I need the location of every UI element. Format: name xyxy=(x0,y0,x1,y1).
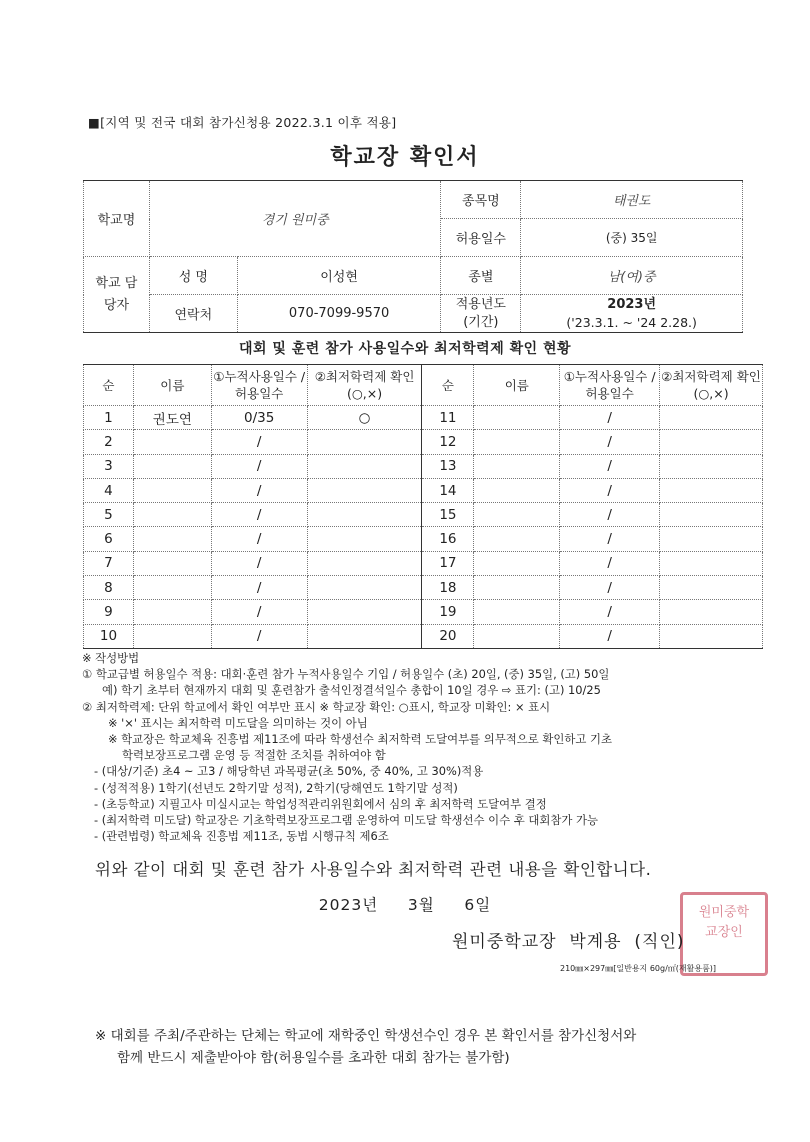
row-check xyxy=(660,576,763,600)
footer-line: ※ 대회를 주최/주관하는 단체는 학교에 재학중인 학생선수인 경우 본 확인서를 참가신청서와 xyxy=(95,1028,637,1044)
seal-text: 원미중학교장인 xyxy=(698,905,750,940)
col-days: ①누적사용일수 /허용일수 xyxy=(211,365,307,406)
row-days: / xyxy=(211,551,307,575)
row-days: / xyxy=(560,624,660,648)
note-line: ※ 학교장은 학교체육 진흥법 제11조에 따라 학생선수 최저학력 도달여부를 의무적으로 확인하고 기초 xyxy=(108,732,613,747)
row-days: / xyxy=(211,454,307,478)
note-line: - (성적적용) 1학기(선년도 2학기말 성적), 2학기(당해연도 1학기말 성적) xyxy=(94,780,458,795)
sport-label: 종목명 xyxy=(441,181,521,219)
notes xyxy=(82,650,772,844)
row-days: / xyxy=(211,576,307,600)
note-line: ※ '×' 표시는 최저학력 미도달을 의미하는 것이 아님 xyxy=(108,715,368,730)
table-row xyxy=(84,406,763,430)
row-check: ○ xyxy=(307,406,422,430)
row-check xyxy=(660,430,763,454)
row-days: / xyxy=(560,478,660,502)
note-line: 예) 학기 초부터 현재까지 대회 및 훈련참가 출석인정결석일수 총합이 10일 경우 ⇨ 표기: (고) 10/25 xyxy=(102,683,601,698)
note-line: ① 학교급별 허용일수 적용: 대회·훈련 참가 누적사용일수 기입 / 허용일수 (초) 20일, (중) 35일, (고) 50일 xyxy=(82,667,610,682)
allowed-days-label: 허용일수 xyxy=(441,219,521,257)
row-name xyxy=(474,600,560,624)
row-check xyxy=(660,624,763,648)
note-line: - (최저학력 미도달) 학교장은 기초학력보장프로그램 운영하여 미도달 학생선수 이수 후 대회참가 가능 xyxy=(94,813,598,828)
col-name: 이름 xyxy=(133,365,211,406)
row-name xyxy=(474,576,560,600)
row-name xyxy=(474,478,560,502)
row-check xyxy=(307,478,422,502)
row-check xyxy=(660,527,763,551)
row-check xyxy=(660,478,763,502)
row-days: / xyxy=(211,600,307,624)
row-name xyxy=(133,600,211,624)
row-check xyxy=(307,527,422,551)
row-days: / xyxy=(560,430,660,454)
contact-label: 연락처 xyxy=(149,295,237,333)
sport-value: 태권도 xyxy=(521,181,743,219)
section-title: 대회 및 훈련 참가 사용일수와 최저학력제 확인 현황 xyxy=(238,341,572,357)
row-no: 20 xyxy=(422,624,474,648)
gender-value: 남(여)중 xyxy=(521,257,743,295)
note-line: - (초등학교) 지필고사 미실시교는 학업성적관리위원회에서 심의 후 최저학력 도달여부 결정 xyxy=(94,796,547,811)
row-days: / xyxy=(211,430,307,454)
gender-label: 종별 xyxy=(441,257,521,295)
table-row xyxy=(84,600,763,624)
row-days: 0/35 xyxy=(211,406,307,430)
row-days: / xyxy=(560,551,660,575)
year-cell xyxy=(521,295,743,333)
row-name xyxy=(133,624,211,648)
row-check xyxy=(307,600,422,624)
table-row xyxy=(84,576,763,600)
row-days: / xyxy=(560,406,660,430)
table-row xyxy=(84,478,763,502)
row-name xyxy=(133,478,211,502)
note-line: ※ 작성방법 xyxy=(82,651,140,665)
row-no: 7 xyxy=(84,551,134,575)
row-name xyxy=(474,430,560,454)
footer-note xyxy=(95,1025,636,1069)
row-check xyxy=(307,430,422,454)
col-no: 순 xyxy=(422,365,474,406)
row-check xyxy=(307,454,422,478)
date-day: 6일 xyxy=(464,896,492,914)
row-check xyxy=(660,551,763,575)
date-year: 2023년 xyxy=(318,896,379,914)
row-name xyxy=(133,527,211,551)
school-label: 학교명 xyxy=(84,181,150,257)
usage-table xyxy=(83,364,763,649)
row-days: / xyxy=(560,600,660,624)
table-row xyxy=(84,527,763,551)
note-line: - (대상/기준) 초4 ~ 고3 / 해당학년 과목평균(초 50%, 중 40%, 고 30%)적용 xyxy=(94,764,484,779)
date-month: 3월 xyxy=(407,896,435,914)
row-name xyxy=(474,527,560,551)
school-value: 경기 원미중 xyxy=(149,181,441,257)
row-name xyxy=(474,406,560,430)
row-name xyxy=(474,624,560,648)
col-check: ②최저학력제 확인(○,×) xyxy=(660,365,763,406)
col-name: 이름 xyxy=(474,365,560,406)
row-days: / xyxy=(211,478,307,502)
row-days: / xyxy=(560,454,660,478)
year-label: 적용년도 (기간) xyxy=(441,295,521,333)
row-name xyxy=(133,454,211,478)
row-days: / xyxy=(211,503,307,527)
row-days: / xyxy=(560,503,660,527)
row-check xyxy=(307,503,422,527)
table-row xyxy=(84,624,763,648)
row-no: 15 xyxy=(422,503,474,527)
row-check xyxy=(307,551,422,575)
row-no: 17 xyxy=(422,551,474,575)
confirm-text: 위와 같이 대회 및 훈련 참가 사용일수와 최저학력 관련 내용을 확인합니다. xyxy=(95,860,652,879)
row-no: 8 xyxy=(84,576,134,600)
page-title: 학교장 확인서 xyxy=(330,145,480,170)
row-name xyxy=(133,503,211,527)
row-days: / xyxy=(560,576,660,600)
row-no: 19 xyxy=(422,600,474,624)
row-name xyxy=(474,454,560,478)
row-check xyxy=(307,576,422,600)
row-name: 권도연 xyxy=(133,406,211,430)
paper-spec: 210㎜×297㎜[일반용지 60g/㎡(재활용품)] xyxy=(560,964,717,973)
row-name xyxy=(474,551,560,575)
manager-label: 학교 담당자 xyxy=(84,257,150,333)
row-no: 4 xyxy=(84,478,134,502)
allowed-days-value: (중) 35일 xyxy=(521,219,743,257)
table-row xyxy=(84,551,763,575)
row-no: 16 xyxy=(422,527,474,551)
row-check xyxy=(660,454,763,478)
row-name xyxy=(133,430,211,454)
row-no: 13 xyxy=(422,454,474,478)
contact-value: 070-7099-9570 xyxy=(237,295,441,333)
row-no: 5 xyxy=(84,503,134,527)
row-no: 18 xyxy=(422,576,474,600)
footer-line: 함께 반드시 제출받아야 함(허용일수를 초과한 대회 참가는 불가함) xyxy=(117,1050,510,1066)
signer: 원미중학교장 박계용 (직인) xyxy=(452,932,685,952)
table-row xyxy=(84,454,763,478)
name-label: 성 명 xyxy=(149,257,237,295)
row-check xyxy=(660,600,763,624)
row-no: 9 xyxy=(84,600,134,624)
header-note: ■[지역 및 전국 대회 참가신청용 2022.3.1 이후 적용] xyxy=(88,115,397,130)
col-no: 순 xyxy=(84,365,134,406)
row-no: 6 xyxy=(84,527,134,551)
row-no: 1 xyxy=(84,406,134,430)
col-check: ②최저학력제 확인(○,×) xyxy=(307,365,422,406)
row-days: / xyxy=(560,527,660,551)
row-no: 14 xyxy=(422,478,474,502)
row-days: / xyxy=(211,624,307,648)
row-check xyxy=(307,624,422,648)
row-no: 3 xyxy=(84,454,134,478)
row-no: 12 xyxy=(422,430,474,454)
table-row xyxy=(84,503,763,527)
name-value: 이성현 xyxy=(237,257,441,295)
period-value: ('23.3.1. ~ '24 2.28.) xyxy=(566,314,697,330)
row-days: / xyxy=(211,527,307,551)
row-name xyxy=(133,551,211,575)
row-check xyxy=(660,503,763,527)
row-no: 11 xyxy=(422,406,474,430)
note-line: 학력보장프로그램 운영 등 적절한 조치를 취하여야 함 xyxy=(122,748,386,763)
row-name xyxy=(474,503,560,527)
table-row xyxy=(84,430,763,454)
school-info-table xyxy=(83,180,743,333)
row-name xyxy=(133,576,211,600)
row-no: 2 xyxy=(84,430,134,454)
year-value: 2023년 xyxy=(607,296,657,312)
row-check xyxy=(660,406,763,430)
note-line: - (관련법령) 학교체육 진흥법 제11조, 동법 시행규칙 제6조 xyxy=(94,829,389,844)
row-no: 10 xyxy=(84,624,134,648)
note-line: ② 최저학력제: 단위 학교에서 확인 여부만 표시 ※ 학교장 확인: ○표시, 학교장 미확인: × 표시 xyxy=(82,699,551,714)
col-days: ①누적사용일수 /허용일수 xyxy=(560,365,660,406)
